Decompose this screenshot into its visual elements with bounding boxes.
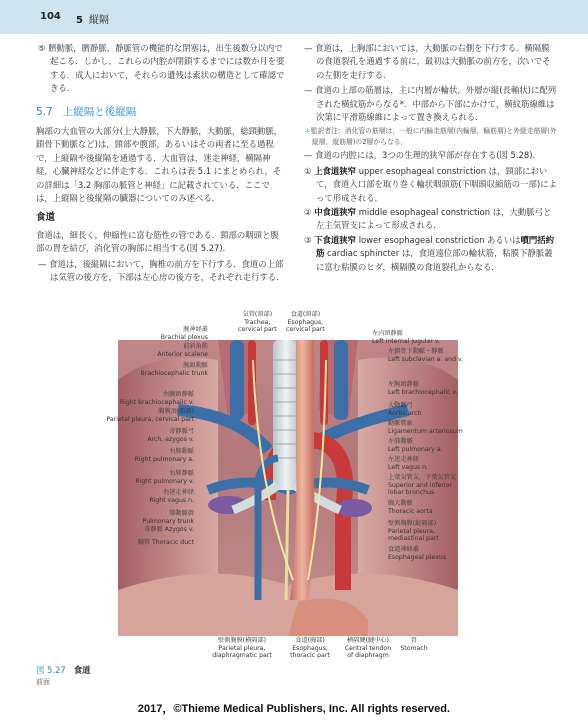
label-parietal-pleura-mediastinal-ja: 壁側胸膜(縦隔部)	[388, 520, 437, 527]
dash-item-3: — 食道の上部の筋層は，主に内層が輪状，外層が縦(長軸状)に配列された横紋筋からなる*．中部から下部にかけて，横紋筋線維は次第に平滑筋線維によって置き換えられる．	[304, 85, 557, 123]
label-esophagus-thoracic-ja: 食道(胸部)	[295, 637, 325, 644]
constriction-2-term: 中食道狭窄	[314, 207, 357, 218]
label-left-brachiocephalic-v-ja: 左腕頭静脈	[388, 381, 419, 388]
label-anterior-scalene-en: Anterior scalene	[157, 350, 208, 358]
label-stomach-ja: 胃	[410, 637, 418, 644]
label-right-vagus	[98, 489, 194, 504]
label-left-internal-jugular	[372, 330, 440, 345]
chapter-number: 5	[76, 15, 83, 26]
label-central-tendon	[336, 637, 400, 660]
label-ligamentum-arteriosum	[388, 420, 463, 435]
dash-item-1-text: 食道は，後縦隔において，胸椎の前方を下行する．食道の上部は気管の後方を，下部は左心房の後方を，それぞれ走行する．	[49, 258, 285, 283]
label-thoracic-duct-ja: 胸管	[137, 539, 151, 546]
label-azygos-v-en: Azygos v.	[164, 526, 194, 533]
label-right-pulmonary-v-en: Right pulmonary v.	[135, 477, 194, 485]
constriction-2-marker: ②	[304, 207, 312, 218]
label-right-pulmonary-a	[98, 448, 194, 463]
label-esophagus-thoracic-en: Esophagus, thoracic part	[290, 644, 330, 660]
diaphragm-shape	[118, 574, 458, 636]
label-esophagus-cervical	[286, 311, 325, 334]
label-right-vagus-en: Right vagus n.	[149, 496, 194, 504]
label-brachial-plexus-en: Brachial plexus	[160, 333, 208, 341]
copyright-notice: 2017，©Thieme Medical Publishers, Inc. All rights reserved.	[137, 703, 451, 715]
chapter-heading	[76, 11, 109, 26]
translator-note	[302, 126, 557, 147]
label-esophageal-plexus-ja: 食道神経叢	[388, 546, 419, 553]
section-number: 5.7	[36, 105, 53, 118]
left-column	[36, 42, 286, 287]
label-left-vagus	[388, 456, 428, 471]
figure-title: 食道	[73, 665, 91, 675]
dash-item-3-text: 食道の上部の筋層は，主に内層が輪状，外層が縦(長軸状)に配列された横紋筋からなる*．中部から下部にかけて，横紋筋線維は次第に平滑筋線維によって置き換えられる．	[315, 85, 557, 123]
label-left-pulmonary-a-ja: 左肺動脈	[388, 438, 413, 445]
label-left-vagus-ja: 左迷走神経	[388, 456, 419, 463]
label-right-brachiocephalic-v-ja: 右腕頭静脈	[163, 391, 194, 398]
label-thoracic-duct	[98, 539, 194, 547]
label-pulmonary-trunk-ja: 肺動脈幹	[169, 510, 194, 517]
constriction-1-marker: ①	[304, 165, 312, 176]
figure-number: 図 5.27	[36, 665, 66, 675]
esophagus-paragraph: 食道は，細長く，伸縮性に富む筋性の管である．頸部の咽頭と腹部の胃を結び，消化管の胸部に相当する(図 5.27)．	[36, 229, 279, 254]
label-central-tendon-en: Central tendon of diaphragm	[344, 644, 392, 660]
page-number: 104	[40, 11, 61, 22]
item-5-marker: ⑤	[38, 43, 46, 53]
dash-item-2-text: 食道は，上胸部においては，大動脈の右側を下行する．横隔膜の食道裂孔を通過する前に，最初は大動脈の前方を，次いでその左側を走行する．	[315, 43, 551, 80]
label-right-vagus-ja: 右迷走神経	[163, 489, 194, 496]
label-azygos-v	[118, 526, 194, 534]
note-star: ＊	[304, 127, 311, 136]
constriction-3-marker: ③	[304, 234, 312, 245]
label-pulmonary-trunk-en: Pulmonary trunk	[142, 517, 194, 525]
label-right-brachiocephalic-v-en: Right brachiocephalic v.	[119, 398, 194, 406]
label-trachea	[238, 311, 277, 334]
label-left-pulmonary-a	[388, 438, 443, 453]
label-left-brachiocephalic-v	[388, 381, 458, 396]
constriction-3-text: lower esophageal constriction あるいは	[358, 234, 521, 245]
dash-item-2: — 食道は，上胸部においては，大動脈の右側を下行する．横隔膜の食道裂孔を通過する前に，最初は大動脈の前方を，次いでその左側を走行する．	[304, 43, 551, 80]
label-anterior-scalene-ja: 前斜角筋	[183, 343, 208, 350]
label-left-brachiocephalic-v-en: Left brachiocephalic v.	[388, 388, 458, 396]
label-ligamentum-arteriosum-ja: 動脈管索	[388, 420, 413, 427]
note-text: 監訳者注：消化管の筋層は，一般に内輪走筋層(内輪層，輪筋層)と外縦走筋層(外縦層，縦筋層)の2層からなる．	[310, 127, 557, 146]
label-esophagus-cervical-en: Esophagus, cervical part	[286, 318, 325, 334]
label-trachea-ja: 気管(頸部)	[242, 311, 273, 318]
label-esophagus-cervical-ja: 食道(頸部)	[290, 311, 321, 318]
subsection-title: 食道	[36, 212, 56, 224]
section-paragraph: 胸部の大血管の大部分(上大静脈，下大静脈，大動脈，総頸動脈，鎖骨下動脈など)は，頸部や腹部，あるいはその両者に至る過程で，上縦隔や後縦隔を通過する．大血管は，迷走神経，横隔神経，心臓神経などに伴走する．これらは表 5.1 にまとめられ，その詳細は「3.2 胸部の脈管と神経」に記載されている．ここでは，上縦隔と後縦隔の臓器についてのみ述べる．	[36, 126, 283, 204]
label-brachial-plexus	[128, 326, 208, 341]
right-column	[302, 42, 557, 275]
label-left-vagus-en: Left vagus n.	[388, 463, 428, 471]
constriction-1	[302, 165, 557, 205]
label-esophageal-plexus-en: Esophageal plexus	[388, 553, 446, 561]
label-right-pulmonary-a-ja: 右肺動脈	[169, 448, 194, 455]
label-brachial-plexus-ja: 腕神経叢	[183, 326, 208, 333]
constriction-3-term: 下食道狭窄	[314, 234, 357, 245]
label-parietal-pleura-mediastinal	[388, 520, 439, 543]
constriction-3	[302, 234, 557, 274]
label-left-internal-jugular-ja: 左内頸静脈	[372, 330, 403, 337]
label-stomach	[392, 637, 436, 652]
label-right-pulmonary-v	[98, 470, 194, 485]
label-lobar-bronchus	[388, 474, 456, 497]
label-arch-azygos	[98, 428, 194, 443]
label-parietal-pleura-cervical-en: Parietal pleura, cervical part	[106, 415, 194, 423]
item-5-text: 臍動脈，臍静脈，静脈管の機能的な閉塞は，出生後数分以内で起こる．しかし，これらの内腔が閉鎖するまでには数か月を要する．成人において，それらの遺残は索状の構造として確認できる．	[48, 43, 285, 94]
label-aortic-arch-ja: 大動脈弓	[388, 402, 413, 409]
constriction-2-text: middle esophageal constriction は，大動脈弓と左主気管支によって形成される．	[316, 207, 552, 231]
label-thoracic-aorta-en: Thoracic aorta	[388, 507, 433, 515]
dash-item-4: — 食道の内腔には，3つの生理的狭窄部が存在する(図 5.28)．	[304, 150, 541, 161]
dash-item-4-text: 食道の内腔には，3つの生理的狭窄部が存在する(図 5.28)．	[315, 150, 541, 161]
label-brachiocephalic-trunk-ja: 腕頭動脈	[183, 362, 208, 369]
constriction-3-term-2: 噴門括約筋	[316, 234, 555, 259]
constriction-1-text: upper esophageal constriction は，頸部において，食道入口部を取り巻く輪状咽頭筋(下咽頭収縮筋の一部)によって形成される．	[316, 165, 557, 203]
item-5	[36, 42, 286, 96]
figure-view: 前面	[36, 678, 50, 686]
label-aortic-arch-en: Aortic arch	[388, 409, 422, 417]
label-thoracic-aorta-ja: 胸大動脈	[388, 500, 413, 507]
label-right-pulmonary-a-en: Right pulmonary a.	[134, 455, 194, 463]
label-parietal-pleura-cervical	[78, 408, 194, 423]
label-esophagus-thoracic	[280, 637, 340, 660]
label-central-tendon-ja: 横隔腱(腱中心)	[347, 637, 389, 644]
section-heading	[36, 106, 286, 119]
label-aortic-arch	[388, 402, 422, 417]
label-azygos-v-ja: 奇静脈	[144, 526, 163, 533]
page-header	[0, 0, 588, 34]
label-thoracic-duct-en: Thoracic duct	[152, 539, 194, 546]
label-lobar-bronchus-en: Superior and inferior lobar bronchus	[388, 481, 452, 497]
label-left-subclavian	[388, 348, 463, 363]
label-trachea-en: Trachea, cervical part	[238, 318, 277, 334]
label-thoracic-aorta	[388, 500, 433, 515]
chapter-title: 縦隔	[88, 15, 109, 26]
label-parietal-pleura-diaphragmatic-en: Parietal pleura, diaphragmatic part	[212, 644, 272, 660]
constriction-1-term: 上食道狭窄	[314, 165, 357, 176]
label-brachiocephalic-trunk	[108, 362, 208, 377]
label-right-pulmonary-v-ja: 右肺静脈	[169, 470, 194, 477]
label-lobar-bronchus-ja: 上葉気管支，下葉気管支	[388, 474, 457, 481]
label-parietal-pleura-diaphragmatic	[200, 637, 284, 660]
section-title: 上縦隔と後縦隔	[62, 105, 137, 118]
figure-caption	[36, 664, 90, 676]
label-esophageal-plexus	[388, 546, 446, 561]
label-right-brachiocephalic-v	[88, 391, 194, 406]
label-parietal-pleura-mediastinal-en: Parietal pleura, mediastinal part	[388, 527, 439, 543]
constriction-2	[302, 206, 557, 233]
label-brachiocephalic-trunk-en: Brachiocephalic trunk	[140, 369, 208, 377]
label-pulmonary-trunk	[98, 510, 194, 525]
label-arch-azygos-en: Arch, azygos v.	[147, 435, 194, 443]
label-stomach-en: Stomach	[400, 644, 428, 652]
label-left-subclavian-en: Left subclavian a. and v.	[388, 355, 464, 363]
dash-item-1: — 食道は，後縦隔において，胸椎の前方を下行する．食道の上部は気管の後方を，下部は左心房の後方を，それぞれ走行する．	[38, 258, 285, 283]
label-left-subclavian-ja: 左鎖骨下動脈・静脈	[388, 348, 444, 355]
label-parietal-pleura-diaphragmatic-ja: 壁側胸膜(横隔部)	[217, 637, 267, 644]
label-anterior-scalene	[128, 343, 208, 358]
label-ligamentum-arteriosum-en: Ligamentum arteriosum	[388, 427, 463, 435]
label-arch-azygos-ja: 奇静脈弓	[169, 428, 194, 435]
label-left-pulmonary-a-en: Left pulmonary a.	[388, 445, 443, 453]
label-left-internal-jugular-en: Left internal jugular v.	[372, 337, 440, 345]
constriction-3-text-2: cardiac sphincter は，食道遠位部の輪状筋，粘膜下静脈叢に富む粘膜のヒダ，横隔膜の食道裂孔からなる．	[316, 248, 553, 272]
label-parietal-pleura-cervical-ja: 胸膜頂(頸部)	[158, 408, 194, 415]
